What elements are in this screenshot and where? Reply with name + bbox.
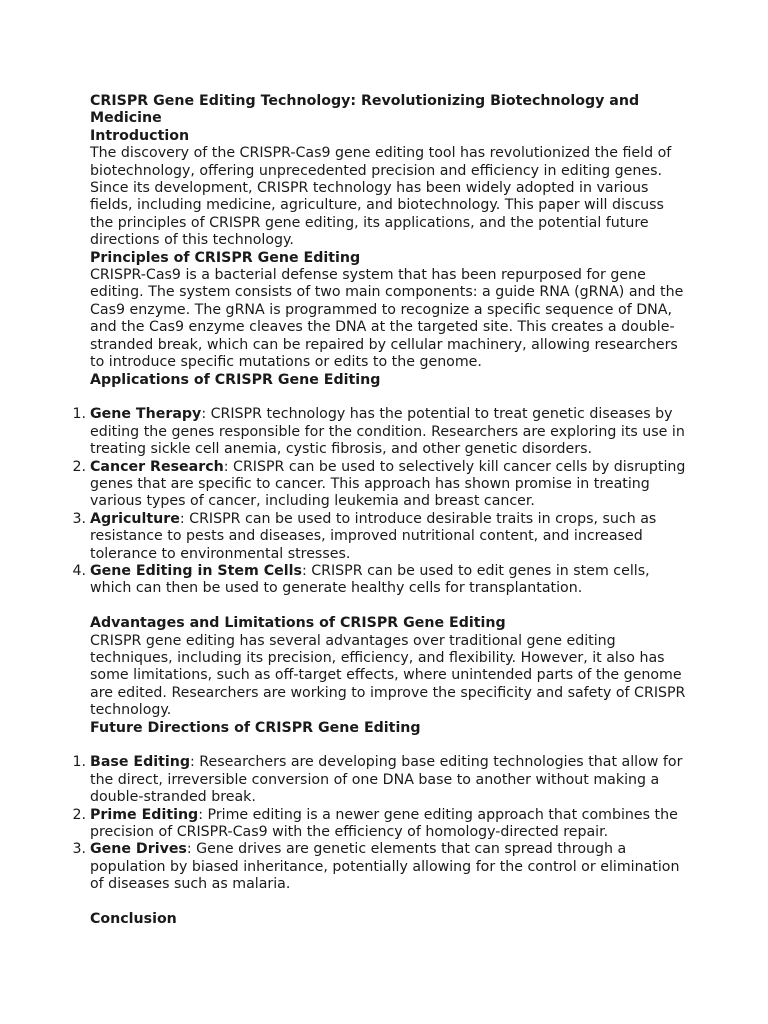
- list-item-term: Gene Drives: [90, 841, 187, 858]
- heading-applications: Applications of CRISPR Gene Editing: [90, 371, 381, 388]
- list-item-text: : CRISPR can be used to edit genes in stem cells, which can then be used to generate healthy cells for transplantation.: [90, 562, 650, 597]
- list-item-text: : CRISPR can be used to introduce desirable traits in crops, such as resistance to pests and diseases, improved nutritional content, and increased tolerance to environmental stresses.: [90, 510, 657, 562]
- advantages-paragraph: CRISPR gene editing has several advantages over traditional gene editing techniques, including its precision, efficiency, and flexibility. However, it also has some limitations, such as off-target effects, where unintended parts of the genome are edited. Researchers are working to improve the specificity and safety of CRISPR technology.: [90, 632, 686, 719]
- applications-list: [72, 406, 690, 597]
- list-item-term: Gene Therapy: [90, 406, 202, 423]
- list-number: 3.: [72, 510, 86, 527]
- list-item-text: : Prime editing is a newer gene editing approach that combines the precision of CRISPR-Cas9 with the efficiency of homology-directed repair.: [90, 806, 678, 841]
- future-directions-list: [72, 754, 690, 893]
- list-item-text: : CRISPR can be used to selectively kill cancer cells by disrupting genes that are specific to cancer. This approach has shown promise in treating various types of cancer, including leukemia and breast cancer.: [90, 458, 686, 510]
- list-number: 3.: [72, 841, 86, 858]
- list-item: [72, 458, 690, 511]
- document-title: CRISPR Gene Editing Technology: Revolutionizing Biotechnology and Medicine: [90, 93, 640, 127]
- list-number: 2.: [72, 458, 86, 475]
- list-number: 2.: [72, 806, 86, 823]
- spacer: [90, 389, 690, 406]
- principles-paragraph: CRISPR-Cas9 is a bacterial defense system that has been repurposed for gene editing. The system consists of two main components: a guide RNA (gRNA) and the Cas9 enzyme. The gRNA is programmed to recognize a specific sequence of DNA, and the Cas9 enzyme cleaves the DNA at the targeted site. This creates a double-stranded break, which can be repaired by cellular machinery, allowing researchers to introduce specific mutations or edits to the genome.: [90, 267, 684, 371]
- list-item-term: Gene Editing in Stem Cells: [90, 562, 302, 579]
- list-item-text: : Gene drives are genetic elements that can spread through a population by biased inheritance, potentially allowing for the control or elimination of diseases such as malaria.: [90, 841, 680, 893]
- heading-future-directions: Future Directions of CRISPR Gene Editing: [90, 719, 421, 736]
- list-item-term: Prime Editing: [90, 806, 199, 823]
- spacer: [90, 894, 690, 911]
- list-item: [72, 510, 690, 563]
- list-item: [72, 562, 690, 598]
- list-item-term: Cancer Research: [90, 458, 224, 475]
- list-item-text: : Researchers are developing base editing technologies that allow for the direct, irreversible conversion of one DNA base to another without making a double-stranded break.: [90, 754, 683, 806]
- list-number: 1.: [72, 406, 86, 423]
- list-number: 1.: [72, 754, 86, 771]
- list-item: [72, 806, 690, 842]
- introduction-paragraph: The discovery of the CRISPR-Cas9 gene editing tool has revolutionized the field of biotechnology, offering unprecedented precision and efficiency in editing genes. Since its development, CRISPR technology has been widely adopted in various fields, including medicine, agriculture, and biotechnology. This paper will discuss the principles of CRISPR gene editing, its applications, and the potential future directions of this technology.: [90, 145, 672, 249]
- list-item: [72, 406, 690, 458]
- spacer: [90, 737, 690, 754]
- heading-principles: Principles of CRISPR Gene Editing: [90, 249, 361, 266]
- list-item-text: : CRISPR technology has the potential to treat genetic diseases by editing the genes responsible for the condition. Researchers are exploring its use in treating sickle cell anemia, cystic fibrosis, and other genetic disorders.: [90, 406, 685, 458]
- heading-conclusion: Conclusion: [90, 911, 177, 928]
- list-item: [72, 754, 690, 806]
- document-page: [72, 93, 690, 928]
- list-number: 4.: [72, 562, 86, 579]
- heading-advantages: Advantages and Limitations of CRISPR Gene Editing: [90, 615, 506, 632]
- heading-introduction: Introduction: [90, 127, 190, 144]
- list-item-term: Base Editing: [90, 754, 191, 771]
- list-item: [72, 841, 690, 893]
- list-item-term: Agriculture: [90, 510, 180, 527]
- spacer: [90, 598, 690, 615]
